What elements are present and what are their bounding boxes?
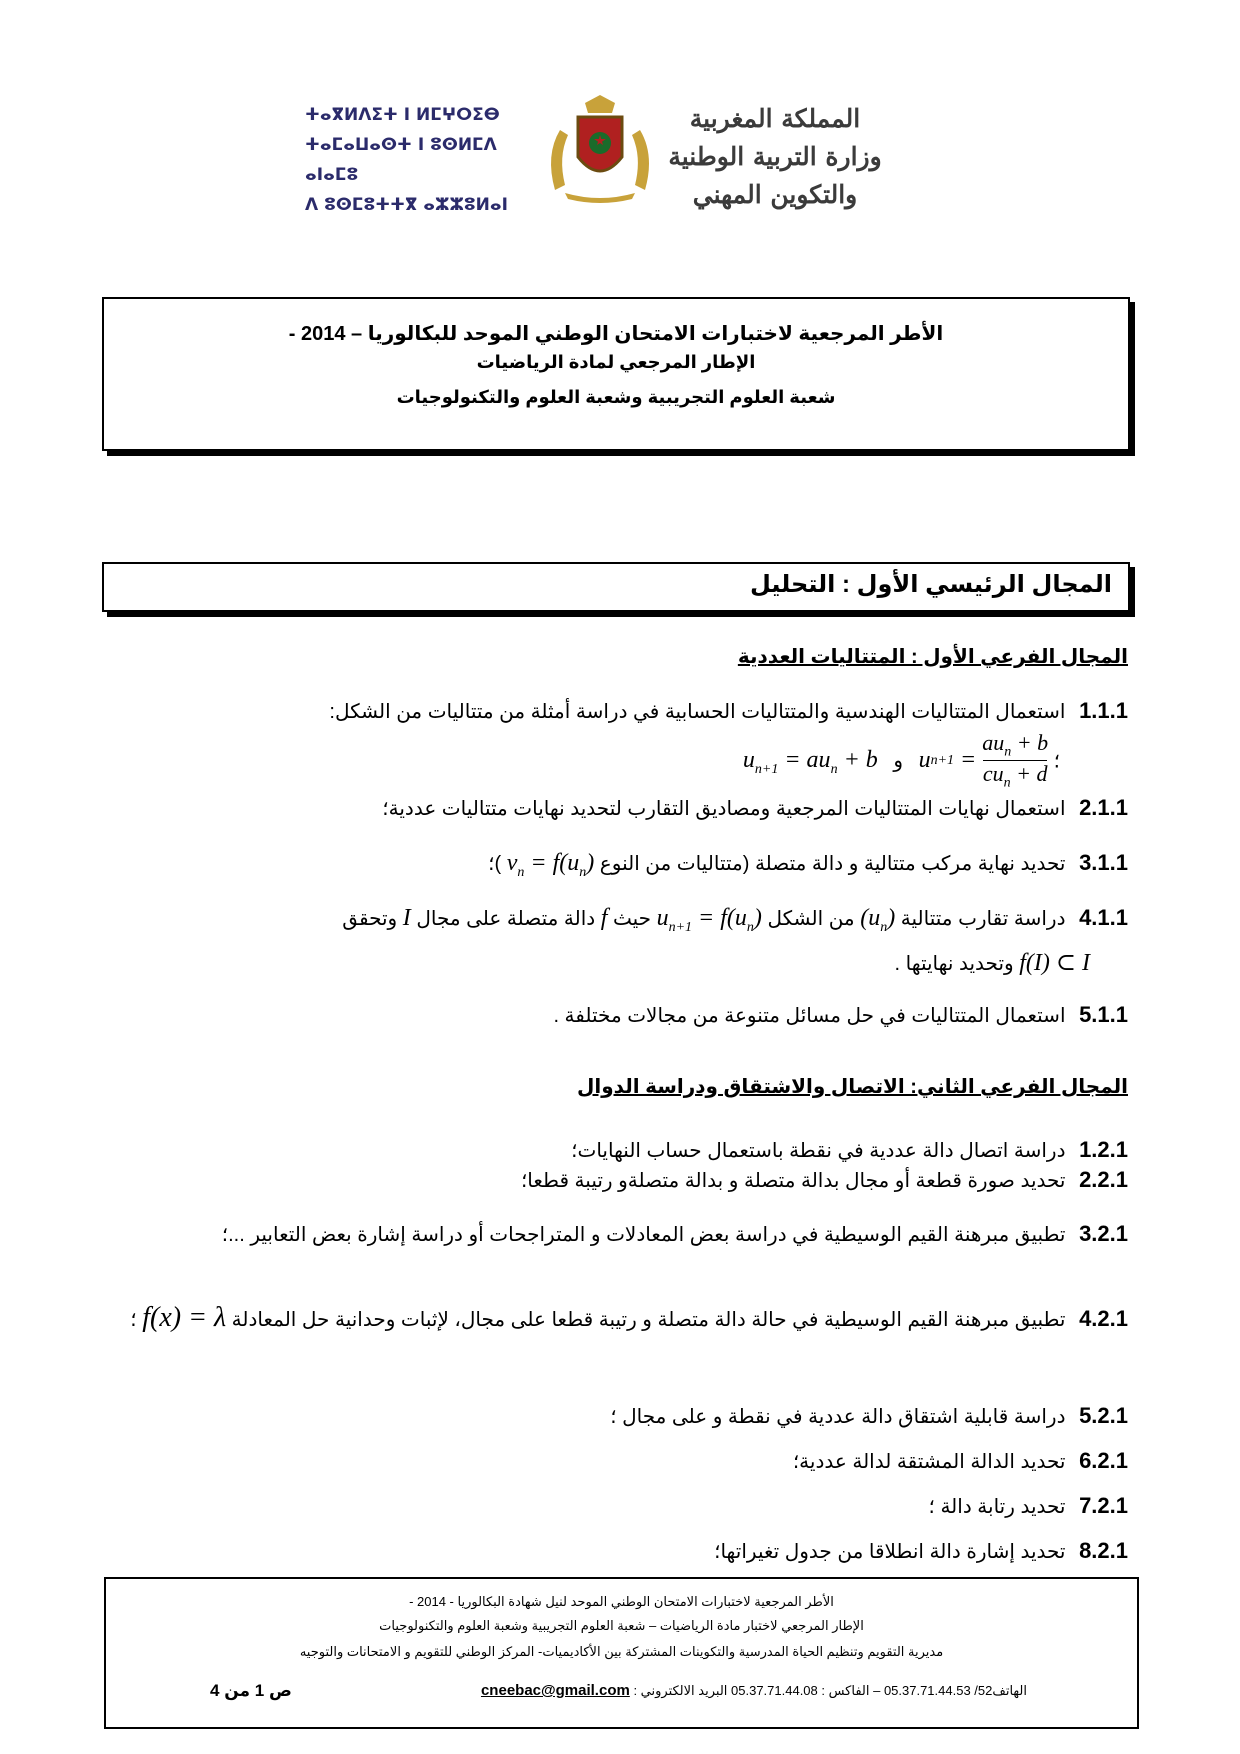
main-domain-title: المجال الرئيسي الأول : التحليل <box>750 571 1112 598</box>
subdomain-1-title: المجال الفرعي الأول : المتتاليات العددية <box>737 646 1128 668</box>
formula-equation: f(x) = λ <box>142 1302 227 1333</box>
item-number: 7.2.1 <box>1079 1493 1128 1518</box>
footer-email-link[interactable]: cneebac@gmail.com <box>480 1682 630 1699</box>
formula-recurrence: $u_{n+1} = f(u_n)$ <box>656 905 762 935</box>
coat-of-arms-icon <box>540 95 660 205</box>
item-number: 3.2.1 <box>1079 1221 1128 1246</box>
tifinagh-line-1: ⵜⴰⴳⵍⴷⵉⵜ ⵏ ⵍⵎⵖⵔⵉⴱ <box>305 105 500 125</box>
item-2-2-1 <box>521 1167 1128 1193</box>
item-text: تحديد إشارة دالة انطلاقا من جدول تغيراتها؛ <box>714 1541 1066 1563</box>
document-track: شعبة العلوم التجريبية وشعبة العلوم والتكنولوجيات <box>396 387 836 407</box>
footer-line-1: الأطر المرجعية لاختبارات الامتحان الوطني الموحد لنيل شهادة البكالوريا - 2014 - <box>409 1594 834 1609</box>
item-text: تحديد صورة قطعة أو مجال بدالة متصلة و بدالة متصلةو رتيبة قطعا؛ <box>520 1170 1066 1192</box>
formula-homographic: u n+1 = $au_n + b$ $cu_n + d$ <box>918 730 1049 791</box>
item-number: 5.2.1 <box>1079 1403 1128 1428</box>
footer-contact <box>481 1682 1027 1699</box>
item-number: 1.2.1 <box>1079 1137 1128 1162</box>
page-footer <box>104 1577 1139 1729</box>
main-domain-box <box>102 562 1130 612</box>
item-6-2-1 <box>793 1448 1128 1474</box>
item-number: 3.1.1 <box>1079 850 1128 875</box>
footer-line-2: الإطار المرجعي لاختبار مادة الرياضيات – شعبة العلوم التجريبية وشعبة العلوم والتكنولوجيات <box>379 1618 864 1633</box>
item-number: 2.2.1 <box>1079 1167 1128 1192</box>
formula-composition: $v_n = f(u_n)$ <box>506 850 595 880</box>
item-text: استعمال المتتاليات في حل مسائل متنوعة من مجالات مختلفة . <box>553 1005 1066 1027</box>
formula-line <box>743 730 1060 792</box>
item-text: دراسة قابلية اشتقاق دالة عددية في نقطة و على مجال ؛ <box>610 1406 1066 1428</box>
item-text-a: دراسة تقارب متتالية <box>900 908 1066 930</box>
item-7-2-1 <box>929 1493 1128 1519</box>
formula-and: و <box>893 750 903 773</box>
footer-line-3: مديرية التقويم وتنظيم الحياة المدرسية والتكوينات المشتركة بين الأكاديميات- المركز الوطني للتقويم و الامتحانات والتوجيه <box>299 1644 944 1659</box>
item-4-1-1-cont <box>895 948 1090 977</box>
page-number: ص 1 من 4 <box>210 1681 292 1700</box>
item-number: 4.2.1 <box>1079 1306 1128 1331</box>
item-4-1-1 <box>128 905 1128 936</box>
item-text-c: حيث <box>612 908 652 930</box>
tifinagh-line-2: ⵜⴰⵎⴰⵡⴰⵙⵜ ⵏ ⵓⵙⵍⵎⴷ ⴰⵏⴰⵎⵓ <box>305 135 497 185</box>
tifinagh-line-3: ⴷ ⵓⵙⵎⵓⵜⵜⴳ ⴰⵣⵣⵓⵍⴰⵏ <box>305 195 508 215</box>
item-text-d: دالة متصلة على مجال <box>416 908 596 930</box>
formula-affine: $u_{n+1} = au_n + b$ <box>742 747 878 778</box>
item-text: تحديد الدالة المشتقة لدالة عددية؛ <box>792 1451 1066 1473</box>
formula-f: f <box>600 905 608 931</box>
ministry-line-3: والتكوين المهني <box>692 180 858 209</box>
item-text: تحديد نهاية مركب متتالية و دالة متصلة (متتاليات من النوع <box>599 853 1066 875</box>
formula-stability: f(I) ⊂ I <box>1019 950 1090 976</box>
item-5-2-1 <box>610 1403 1128 1429</box>
item-number: 1.1.1 <box>1079 698 1128 723</box>
item-text: استعمال المتتاليات الهندسية والمتتاليات الحسابية في دراسة أمثلة من متتاليات من الشكل: <box>329 701 1066 723</box>
formula-I: I <box>402 905 411 931</box>
item-3-2-1 <box>128 1220 1128 1249</box>
item-end: ؛ <box>130 1309 137 1331</box>
footer-contact-text: الهاتف52/ 05.37.71.44.53 – الفاكس : 05.37.71.44.08 البريد الالكتروني : <box>633 1683 1027 1698</box>
item-8-2-1 <box>714 1538 1128 1564</box>
item-text: استعمال نهايات المتتاليات المرجعية ومصاديق التقارب لتحديد نهايات متتاليات عددية؛ <box>382 798 1066 820</box>
item-text-b: من الشكل <box>767 908 855 930</box>
ministry-header <box>660 100 890 214</box>
document-subtitle: الإطار المرجعي لمادة الرياضيات <box>476 352 756 372</box>
item-text: دراسة اتصال دالة عددية في نقطة باستعمال حساب النهايات؛ <box>571 1140 1066 1162</box>
tifinagh-header <box>305 100 545 220</box>
item-number: 8.2.1 <box>1079 1538 1128 1563</box>
subdomain-2-title: المجال الفرعي الثاني: الاتصال والاشتقاق ودراسة الدوال <box>577 1076 1128 1098</box>
item-text: تطبيق مبرهنة القيم الوسيطية في حالة دالة متصلة و رتيبة قطعا على مجال، لإثبات وحدانية حل المعادلة <box>231 1309 1066 1331</box>
formula-un: $(u_n)$ <box>860 905 896 935</box>
item-text-f: وتحديد نهايتها . <box>894 953 1014 975</box>
document-title: الأطر المرجعية لاختبارات الامتحان الوطني الموحد للبكالوريا – 2014 - <box>288 323 944 345</box>
item-number: 6.2.1 <box>1079 1448 1128 1473</box>
item-text: تطبيق مبرهنة القيم الوسيطية في دراسة بعض المعادلات و المتراجحات أو دراسة إشارة بعض التعابير ...؛ <box>221 1224 1066 1246</box>
item-1-2-1 <box>571 1137 1128 1163</box>
item-number: 5.1.1 <box>1079 1002 1128 1027</box>
item-5-1-1 <box>553 1002 1128 1028</box>
item-text: تحديد رتابة دالة ؛ <box>928 1496 1066 1518</box>
item-2-1-1 <box>382 795 1128 821</box>
item-3-1-1: 3.1.1 تحديد نهاية مركب متتالية و دالة متصلة (متتاليات من النوع $v_n = f(u_n)$ )؛ <box>488 850 1128 880</box>
item-text-e: وتحقق <box>342 908 398 930</box>
ministry-line-2: وزارة التربية الوطنية <box>668 142 882 171</box>
ministry-line-1: المملكة المغربية <box>689 104 861 133</box>
document-title-box <box>102 297 1130 451</box>
item-number: 4.1.1 <box>1079 905 1128 930</box>
item-1-1-1 <box>329 698 1128 724</box>
item-number: 2.1.1 <box>1079 795 1128 820</box>
item-4-2-1 <box>128 1298 1128 1340</box>
formula-end: ؛ <box>1053 750 1060 773</box>
